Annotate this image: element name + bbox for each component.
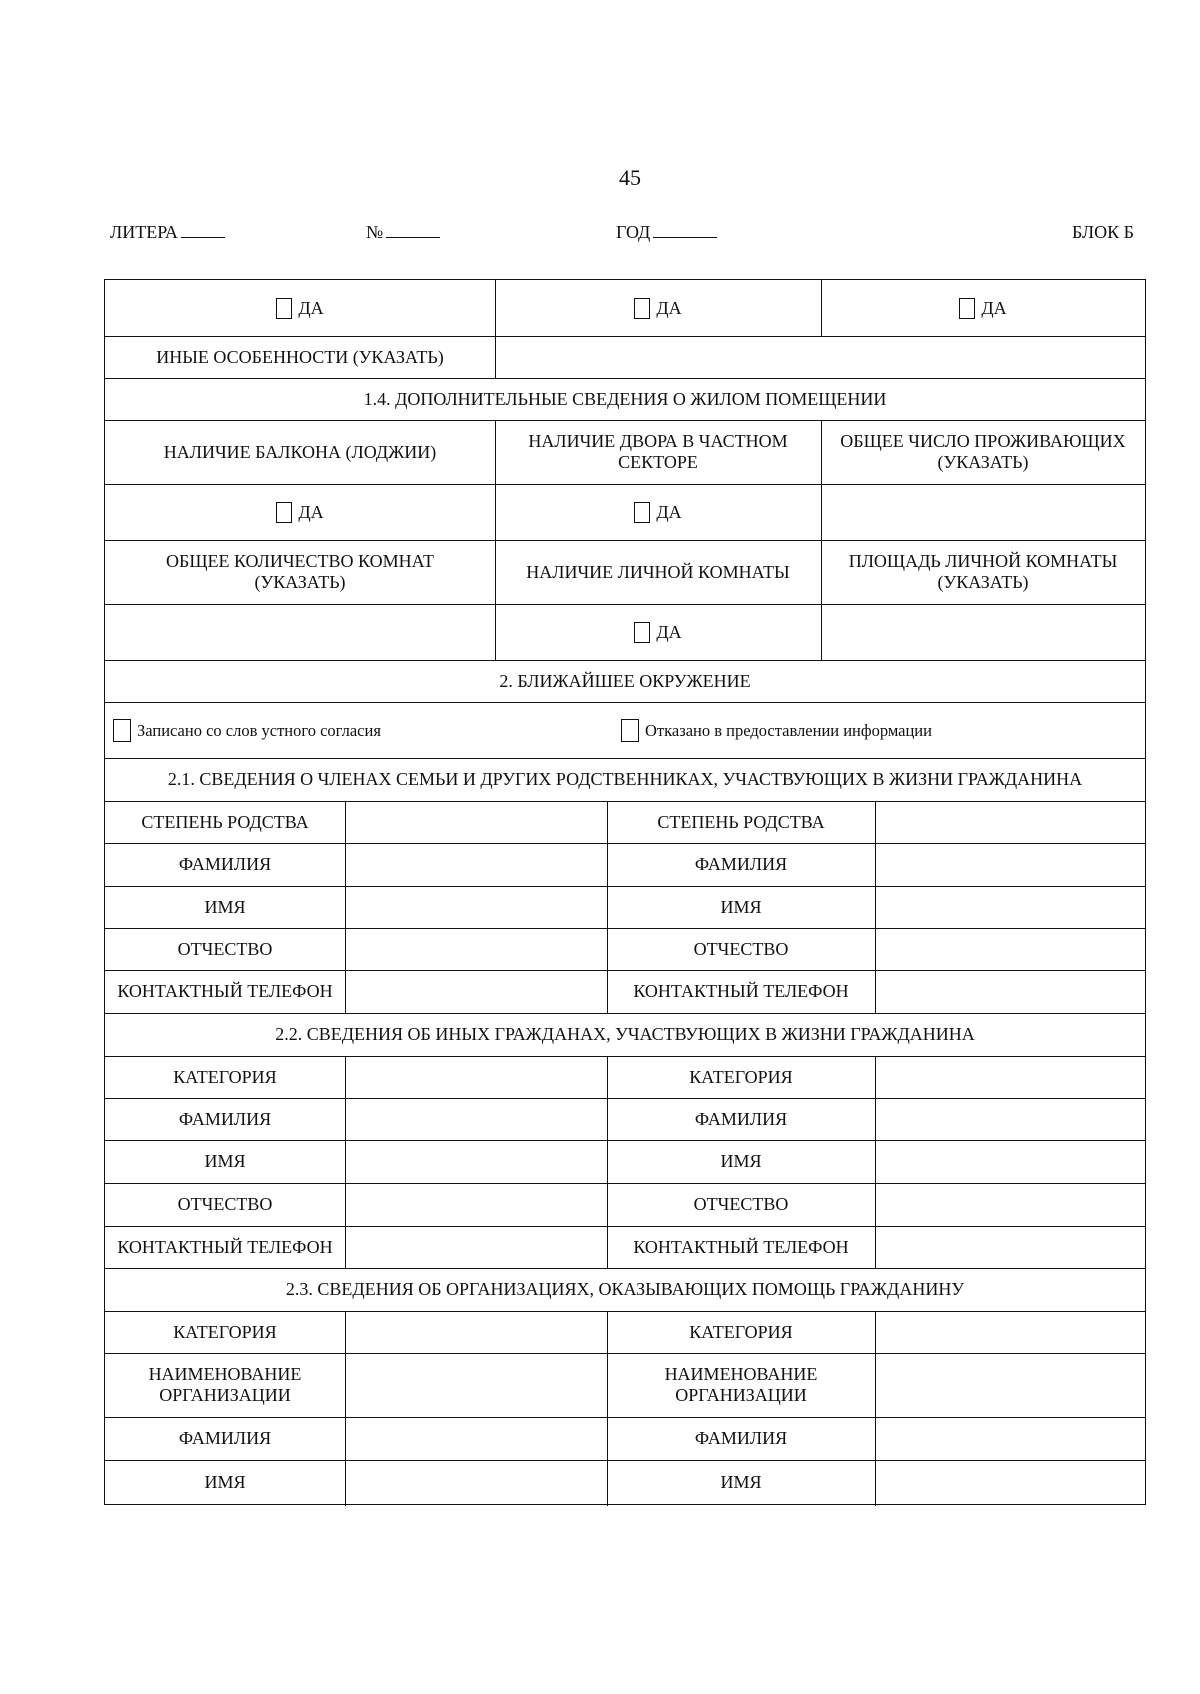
residents-label-line1: ОБЩЕЕ ЧИСЛО ПРОЖИВАЮЩИХ (840, 431, 1126, 451)
citizen-phone-label-left: КОНТАКТНЫЙ ТЕЛЕФОН (117, 1236, 333, 1257)
balcony-checkbox[interactable] (276, 502, 292, 523)
citizen-patronymic-label-right: ОТЧЕСТВО (693, 1194, 789, 1214)
org-name-line2: ОРГАНИЗАЦИИ (159, 1385, 291, 1405)
citizen-patronymic-field-right[interactable] (875, 1183, 1145, 1226)
org-name-label-left (105, 1353, 345, 1417)
litera-blank[interactable] (181, 223, 225, 238)
header-litera-label: ЛИТЕРА (110, 222, 178, 242)
consent-option (105, 702, 605, 758)
yard-label-line2: СЕКТОРЕ (618, 452, 698, 472)
relation-field-left[interactable] (345, 801, 607, 843)
org-name-field-left[interactable] (345, 1353, 607, 1417)
relative-patronymic-field-left[interactable] (345, 928, 607, 970)
balcony-yes-cell (105, 484, 495, 540)
year-blank[interactable] (653, 223, 717, 238)
checkbox-yes-label: ДА (656, 297, 682, 318)
form-table (104, 279, 1146, 1505)
checkbox-yes-2[interactable] (634, 298, 650, 319)
relation-field-right[interactable] (875, 801, 1145, 843)
room-area-label-line1: ПЛОЩАДЬ ЛИЧНОЙ КОМНАТЫ (848, 551, 1118, 571)
personal-room-checkbox[interactable] (634, 622, 650, 643)
relative-surname-field-right[interactable] (875, 843, 1145, 886)
refused-option (613, 702, 1145, 758)
personal-room-yes-cell (495, 604, 821, 660)
relative-phone-field-right[interactable] (875, 970, 1145, 1013)
checkbox-yes-label: ДА (298, 297, 324, 318)
org-contact-name-label-right: ИМЯ (720, 1471, 762, 1492)
org-category-label-left: КАТЕГОРИЯ (173, 1321, 277, 1342)
rooms-label (105, 540, 495, 604)
number-blank[interactable] (386, 223, 440, 238)
refused-label: Отказано в предоставлении информации (645, 720, 932, 740)
citizen-category-field-right[interactable] (875, 1056, 1145, 1098)
header-litera (110, 222, 225, 243)
relative-surname-field-left[interactable] (345, 843, 607, 886)
section-2-1-title: 2.1. СВЕДЕНИЯ О ЧЛЕНАХ СЕМЬИ И ДРУГИХ РОДСТВЕННИКАХ, УЧАСТВУЮЩИХ В ЖИЗНИ ГРАЖДАНИНА (167, 769, 1083, 789)
relative-patronymic-label-right: ОТЧЕСТВО (693, 938, 789, 959)
balcony-label: НАЛИЧИЕ БАЛКОНА (ЛОДЖИИ) (163, 441, 437, 462)
section-2-2-title: 2.2. СВЕДЕНИЯ ОБ ИНЫХ ГРАЖДАНАХ, УЧАСТВУЮЩИХ В ЖИЗНИ ГРАЖДАНИНА (275, 1024, 975, 1044)
citizen-surname-label-right: ФАМИЛИЯ (694, 1108, 788, 1129)
citizen-category-label-left: КАТЕГОРИЯ (173, 1066, 277, 1087)
rooms-field[interactable] (105, 604, 495, 660)
org-surname-field-right[interactable] (875, 1417, 1145, 1460)
org-contact-name-field-right[interactable] (875, 1460, 1145, 1504)
page-number: 45 (619, 165, 641, 190)
org-category-field-left[interactable] (345, 1311, 607, 1353)
relation-label-left: СТЕПЕНЬ РОДСТВА (141, 811, 309, 832)
org-surname-label-left: ФАМИЛИЯ (178, 1428, 272, 1448)
relative-name-field-left[interactable] (345, 886, 607, 928)
other-features-field[interactable] (495, 336, 1145, 378)
citizen-patronymic-field-left[interactable] (345, 1183, 607, 1226)
org-name-line2: ОРГАНИЗАЦИИ (675, 1385, 807, 1405)
room-area-field[interactable] (821, 604, 1145, 660)
org-category-label-right: КАТЕГОРИЯ (689, 1321, 793, 1342)
relative-name-field-right[interactable] (875, 886, 1145, 928)
header-block: БЛОК Б (1072, 222, 1134, 242)
refused-checkbox[interactable] (621, 719, 639, 742)
org-name-line1: НАИМЕНОВАНИЕ (664, 1364, 818, 1384)
relative-name-label-left: ИМЯ (204, 896, 246, 917)
residents-field[interactable] (821, 484, 1145, 540)
consent-label: Записано со слов устного согласия (137, 720, 381, 740)
relative-name-label-right: ИМЯ (720, 896, 762, 917)
residents-label-line2: (УКАЗАТЬ) (937, 452, 1029, 472)
org-contact-name-label-left: ИМЯ (204, 1471, 246, 1492)
checkbox-yes-label: ДА (656, 621, 682, 642)
citizen-phone-label-right: КОНТАКТНЫЙ ТЕЛЕФОН (633, 1236, 849, 1257)
relation-label-right: СТЕПЕНЬ РОДСТВА (657, 811, 825, 832)
org-name-field-right[interactable] (875, 1353, 1145, 1417)
header-year (616, 222, 717, 243)
yes-cell-3 (821, 280, 1145, 336)
relative-patronymic-field-right[interactable] (875, 928, 1145, 970)
yard-label (495, 420, 821, 484)
citizen-surname-label-left: ФАМИЛИЯ (178, 1108, 272, 1129)
org-category-field-right[interactable] (875, 1311, 1145, 1353)
checkbox-yes-3[interactable] (959, 298, 975, 319)
yard-checkbox[interactable] (634, 502, 650, 523)
yard-yes-cell (495, 484, 821, 540)
citizen-surname-field-right[interactable] (875, 1098, 1145, 1140)
citizen-name-field-left[interactable] (345, 1140, 607, 1183)
rooms-label-line1: ОБЩЕЕ КОЛИЧЕСТВО КОМНАТ (165, 551, 435, 571)
citizen-phone-field-right[interactable] (875, 1226, 1145, 1268)
relative-phone-label-right: КОНТАКТНЫЙ ТЕЛЕФОН (633, 981, 849, 1001)
org-surname-label-right: ФАМИЛИЯ (694, 1428, 788, 1448)
yes-cell-2 (495, 280, 821, 336)
relative-phone-label-left: КОНТАКТНЫЙ ТЕЛЕФОН (117, 981, 333, 1001)
citizen-name-label-right: ИМЯ (720, 1151, 762, 1171)
relative-phone-field-left[interactable] (345, 970, 607, 1013)
citizen-surname-field-left[interactable] (345, 1098, 607, 1140)
relative-surname-label-right: ФАМИЛИЯ (694, 854, 788, 874)
org-name-line1: НАИМЕНОВАНИЕ (148, 1364, 302, 1384)
citizen-phone-field-left[interactable] (345, 1226, 607, 1268)
header-number-label: № (366, 222, 384, 242)
rooms-label-line2: (УКАЗАТЬ) (254, 572, 346, 592)
citizen-name-field-right[interactable] (875, 1140, 1145, 1183)
header-year-label: ГОД (616, 222, 651, 242)
checkbox-yes-1[interactable] (276, 298, 292, 319)
citizen-patronymic-label-left: ОТЧЕСТВО (177, 1194, 273, 1214)
personal-room-label: НАЛИЧИЕ ЛИЧНОЙ КОМНАТЫ (526, 561, 790, 582)
yard-label-line1: НАЛИЧИЕ ДВОРА В ЧАСТНОМ (528, 431, 788, 451)
citizen-name-label-left: ИМЯ (204, 1151, 246, 1171)
relative-patronymic-label-left: ОТЧЕСТВО (177, 938, 273, 959)
org-surname-field-left[interactable] (345, 1417, 607, 1460)
org-contact-name-field-left[interactable] (345, 1460, 607, 1504)
org-name-label-right (607, 1353, 875, 1417)
relative-surname-label-left: ФАМИЛИЯ (178, 854, 272, 874)
checkbox-yes-label: ДА (298, 501, 324, 522)
other-features-label: ИНЫЕ ОСОБЕННОСТИ (УКАЗАТЬ) (156, 346, 444, 367)
citizen-category-field-left[interactable] (345, 1056, 607, 1098)
room-area-label (821, 540, 1145, 604)
section-2-3-title: 2.3. СВЕДЕНИЯ ОБ ОРГАНИЗАЦИЯХ, ОКАЗЫВАЮЩИХ ПОМОЩЬ ГРАЖДАНИНУ (285, 1279, 965, 1299)
residents-label (821, 420, 1145, 484)
citizen-category-label-right: КАТЕГОРИЯ (689, 1066, 793, 1087)
section-2-title: 2. БЛИЖАЙШЕЕ ОКРУЖЕНИЕ (499, 670, 751, 691)
consent-checkbox[interactable] (113, 719, 131, 742)
yes-cell-1 (105, 280, 495, 336)
header-number (366, 222, 440, 243)
checkbox-yes-label: ДА (656, 501, 682, 522)
section-1-4-title: 1.4. ДОПОЛНИТЕЛЬНЫЕ СВЕДЕНИЯ О ЖИЛОМ ПОМЕЩЕНИИ (363, 388, 887, 409)
room-area-label-line2: (УКАЗАТЬ) (937, 572, 1029, 592)
checkbox-yes-label: ДА (981, 297, 1007, 318)
